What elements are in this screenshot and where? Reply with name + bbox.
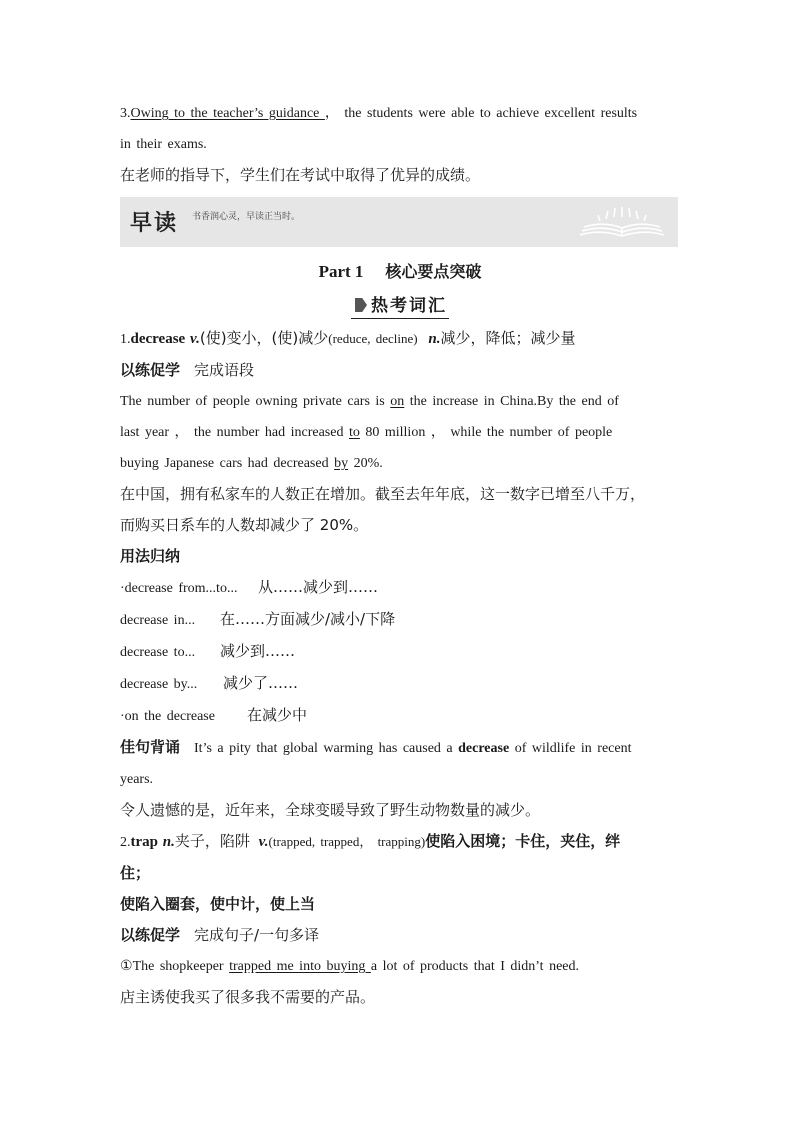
open-book-icon: [576, 205, 668, 241]
practice-heading: [120, 920, 680, 951]
word-number: 1.: [120, 332, 131, 347]
definition-continued: 住；: [120, 864, 151, 882]
usage-item: decrease to... 减少到……: [120, 642, 296, 660]
section-marker-icon: [355, 298, 367, 312]
word2-headline: [120, 826, 680, 858]
definition: (使)变小，(使)减少: [199, 329, 329, 347]
headword: decrease: [130, 331, 186, 347]
morning-reading-banner: [120, 197, 678, 247]
definition: 使陷入困境；卡住，夹住，绊: [425, 832, 621, 850]
item3-line1: [120, 98, 680, 129]
definition-continued: 使陷入圈套，使中计，使上当: [120, 895, 316, 913]
practice-task: 完成句子/一句多译: [194, 926, 320, 944]
part-of-speech: v.: [258, 834, 269, 850]
paragraph-line: last year ， the number had increased to 80 million ， while the number of people: [120, 425, 613, 440]
practice-label: 以练促学: [120, 926, 181, 944]
exercise-number: ①: [120, 959, 133, 974]
paragraph-translation: 而购买日系车的人数却减少了 20%。: [120, 516, 369, 534]
word-number: 2.: [120, 835, 131, 850]
definition: 夹子，陷阱: [174, 832, 250, 850]
usage-item: ·decrease from...to... 从……减少到……: [120, 578, 379, 596]
item3-translation: 在老师的指导下，学生们在考试中取得了优异的成绩。: [120, 166, 481, 184]
section-heading: [120, 291, 680, 321]
headword: trap: [130, 834, 158, 850]
paragraph-translation: 在中国，拥有私家车的人数正在增加。截至去年年底，这一数字已增至八千万，: [120, 485, 646, 503]
practice-task: 完成语段: [194, 361, 255, 379]
section-title: 热考词汇: [371, 296, 447, 316]
item-number: 3.: [120, 106, 131, 121]
part-of-speech: v.: [189, 331, 200, 347]
item3-line2: in their exams.: [120, 137, 207, 152]
definition: 减少，降低；减少量: [440, 329, 576, 347]
exercise-sentence: ①The shopkeeper trapped me into buying a lot of products that I didn’t need.: [120, 959, 579, 974]
underlined-answer: Owing to the teacher’s guidance: [130, 106, 325, 121]
usage-heading: 用法归纳: [120, 547, 181, 565]
part-of-speech: n.: [428, 331, 441, 347]
page-body: [120, 98, 680, 1013]
example-sentence-line2: years.: [120, 772, 154, 787]
paragraph-line: buying Japanese cars had decreased by 20%.: [120, 456, 383, 471]
example-label: 佳句背诵: [120, 738, 181, 756]
usage-item: decrease by... 减少了……: [120, 674, 299, 692]
part-number: Part 1: [318, 262, 364, 281]
synonyms: (reduce, decline): [328, 331, 418, 346]
part-title: 核心要点突破: [385, 262, 482, 281]
example-sentence: 佳句背诵 It’s a pity that global warming has caused a decrease of wildlife in recent: [120, 738, 632, 756]
underlined-answer: trapped me into buying: [229, 959, 371, 974]
part-of-speech: n.: [162, 834, 175, 850]
usage-item: ·on the decrease 在减少中: [120, 706, 308, 724]
underlined-answer: to: [348, 425, 360, 440]
sentence-text: ， the students were able to achieve excellent results: [324, 106, 638, 121]
banner-subtitle: 书香润心灵，早读正当时。: [192, 212, 301, 222]
practice-heading: [120, 355, 680, 386]
underlined-answer: by: [334, 456, 349, 471]
exercise-translation: 店主诱使我买了很多我不需要的产品。: [120, 988, 376, 1006]
paragraph-line: The number of people owning private cars is on the increase in China.By the end of: [120, 394, 619, 409]
word1-headline: [120, 323, 680, 355]
verb-forms: (trapped, trapped， trapping): [268, 834, 426, 849]
practice-label: 以练促学: [120, 361, 181, 379]
example-translation: 令人遗憾的是，近年来，全球变暖导致了野生动物数量的减少。: [120, 801, 541, 819]
banner-title: 早读: [130, 211, 179, 236]
underlined-answer: on: [390, 394, 405, 409]
part-heading: [120, 257, 680, 287]
usage-item: decrease in... 在……方面减少/减小/下降: [120, 610, 396, 628]
